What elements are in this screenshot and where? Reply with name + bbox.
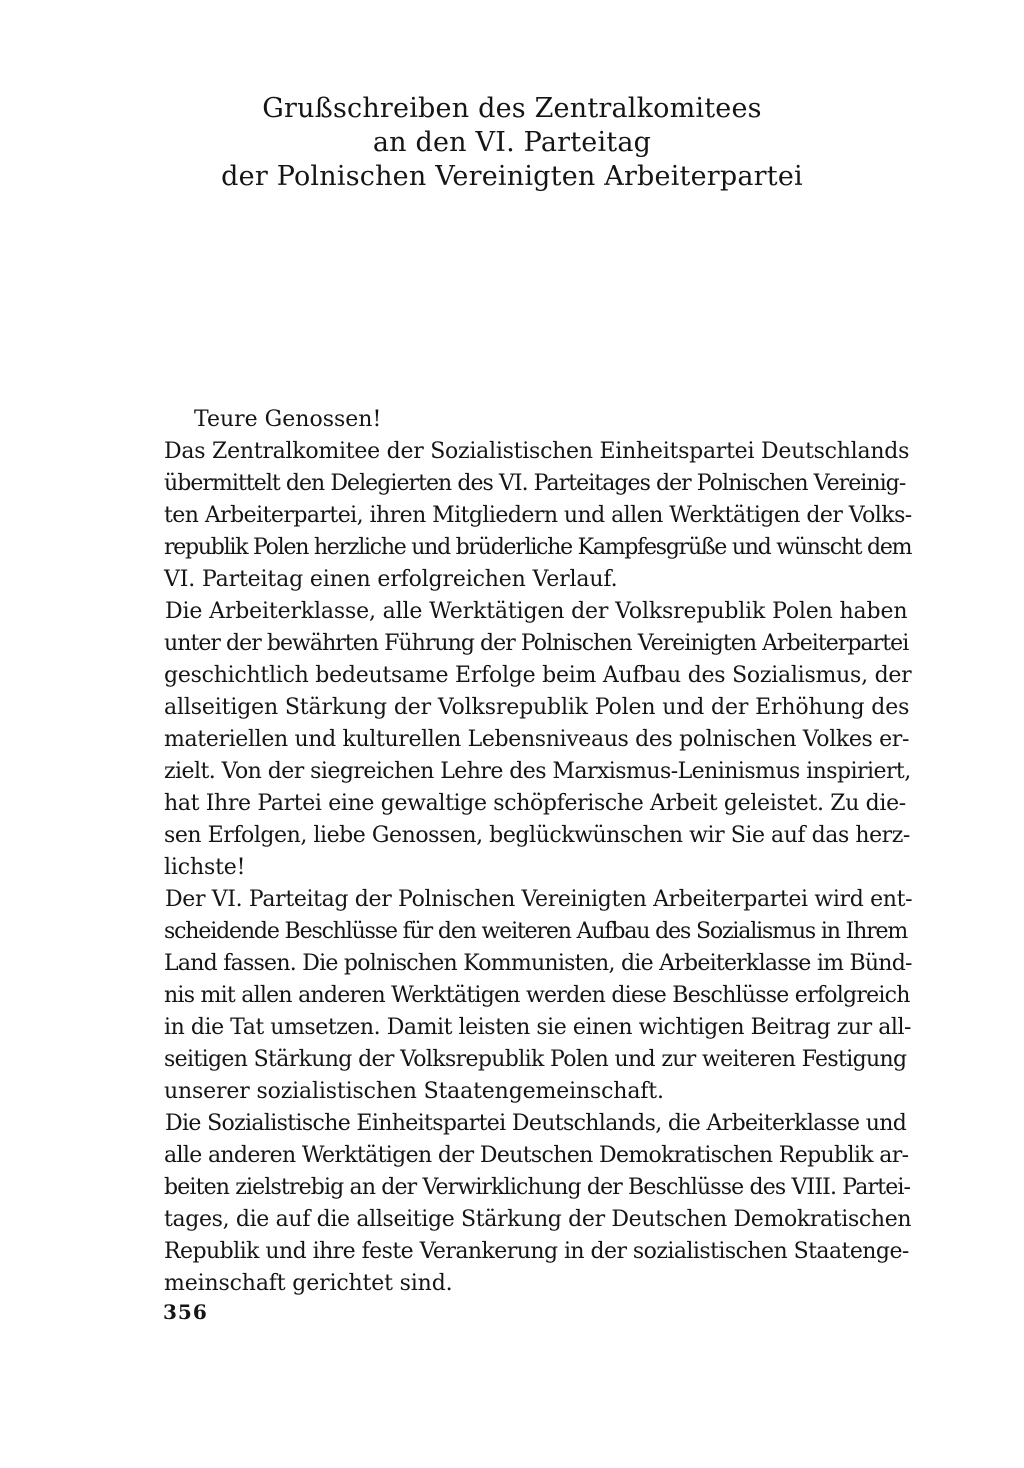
text-line: nis mit allen anderen Werktätigen werden diese Beschlüsse erfolgreich [164, 983, 910, 1008]
text-line: allseitigen Stärkung der Volksrepublik Polen und der Erhöhung des [164, 695, 910, 720]
text-line: Das Zentralkomitee der Sozialistischen Einheitspartei Deutschlands [164, 439, 910, 464]
document-title [200, 92, 824, 194]
text-line: hat Ihre Partei eine gewaltige schöpferische Arbeit geleistet. Zu die- [164, 791, 906, 816]
text-line: beiten zielstrebig an der Verwirklichung der Beschlüsse des VIII. Partei- [164, 1175, 911, 1200]
text-line: alle anderen Werktätigen der Deutschen Demokratischen Republik ar- [164, 1143, 909, 1168]
paragraph-1 [164, 436, 912, 596]
text-line: ten Arbeiterpartei, ihren Mitgliedern und allen Werktätigen der Volks- [164, 503, 912, 528]
text-line: zielt. Von der siegreichen Lehre des Marxismus-Leninismus inspiriert, [164, 759, 911, 784]
text-line: materiellen und kulturellen Lebensniveaus des polnischen Volkes er- [164, 727, 910, 752]
letter-body [164, 436, 912, 1300]
title-line: Grußschreiben des Zentralkomitees [262, 93, 762, 124]
text-line: unserer sozialistischen Staatengemeinschaft. [164, 1079, 664, 1104]
paragraph-2 [164, 596, 912, 884]
paragraph-4 [164, 1108, 912, 1300]
salutation: Teure Genossen! [194, 407, 382, 432]
text-line: sen Erfolgen, liebe Genossen, beglückwünschen wir Sie auf das herz- [164, 823, 910, 848]
text-line: lichste! [164, 855, 246, 880]
text-line: Die Arbeiterklasse, alle Werktätigen der Volksrepublik Polen haben [165, 599, 908, 624]
text-line: scheidende Beschlüsse für den weiteren Aufbau des Sozialismus in Ihrem [164, 919, 908, 944]
text-line: Republik und ihre feste Verankerung in der sozialistischen Staatenge- [164, 1239, 909, 1264]
text-line: Land fassen. Die polnischen Kommunisten, die Arbeiterklasse im Bünd- [164, 951, 912, 976]
page-number: 356 [163, 1300, 208, 1324]
title-line: der Polnischen Vereinigten Arbeiterpartei [221, 161, 803, 192]
text-line: VI. Parteitag einen erfolgreichen Verlauf. [164, 567, 618, 592]
paragraph-3 [164, 884, 912, 1108]
text-line: übermittelt den Delegierten des VI. Parteitages der Polnischen Vereinig- [164, 471, 906, 496]
text-line: unter der bewährten Führung der Polnischen Vereinigten Arbeiterpartei [164, 631, 909, 656]
text-line: seitigen Stärkung der Volksrepublik Polen und zur weiteren Festigung [164, 1047, 907, 1072]
text-line: republik Polen herzliche und brüderliche Kampfesgrüße und wünscht dem [164, 535, 912, 560]
text-line: Die Sozialistische Einheitspartei Deutschlands, die Arbeiterklasse und [165, 1111, 907, 1136]
text-line: Der VI. Parteitag der Polnischen Vereinigten Arbeiterpartei wird ent- [165, 887, 913, 912]
text-line: in die Tat umsetzen. Damit leisten sie einen wichtigen Beitrag zur all- [164, 1015, 912, 1040]
text-line: geschichtlich bedeutsame Erfolge beim Aufbau des Sozialismus, der [164, 663, 912, 688]
text-line: tages, die auf die allseitige Stärkung der Deutschen Demokratischen [164, 1207, 912, 1232]
text-line: meinschaft gerichtet sind. [164, 1271, 453, 1296]
title-line: an den VI. Parteitag [372, 127, 652, 158]
